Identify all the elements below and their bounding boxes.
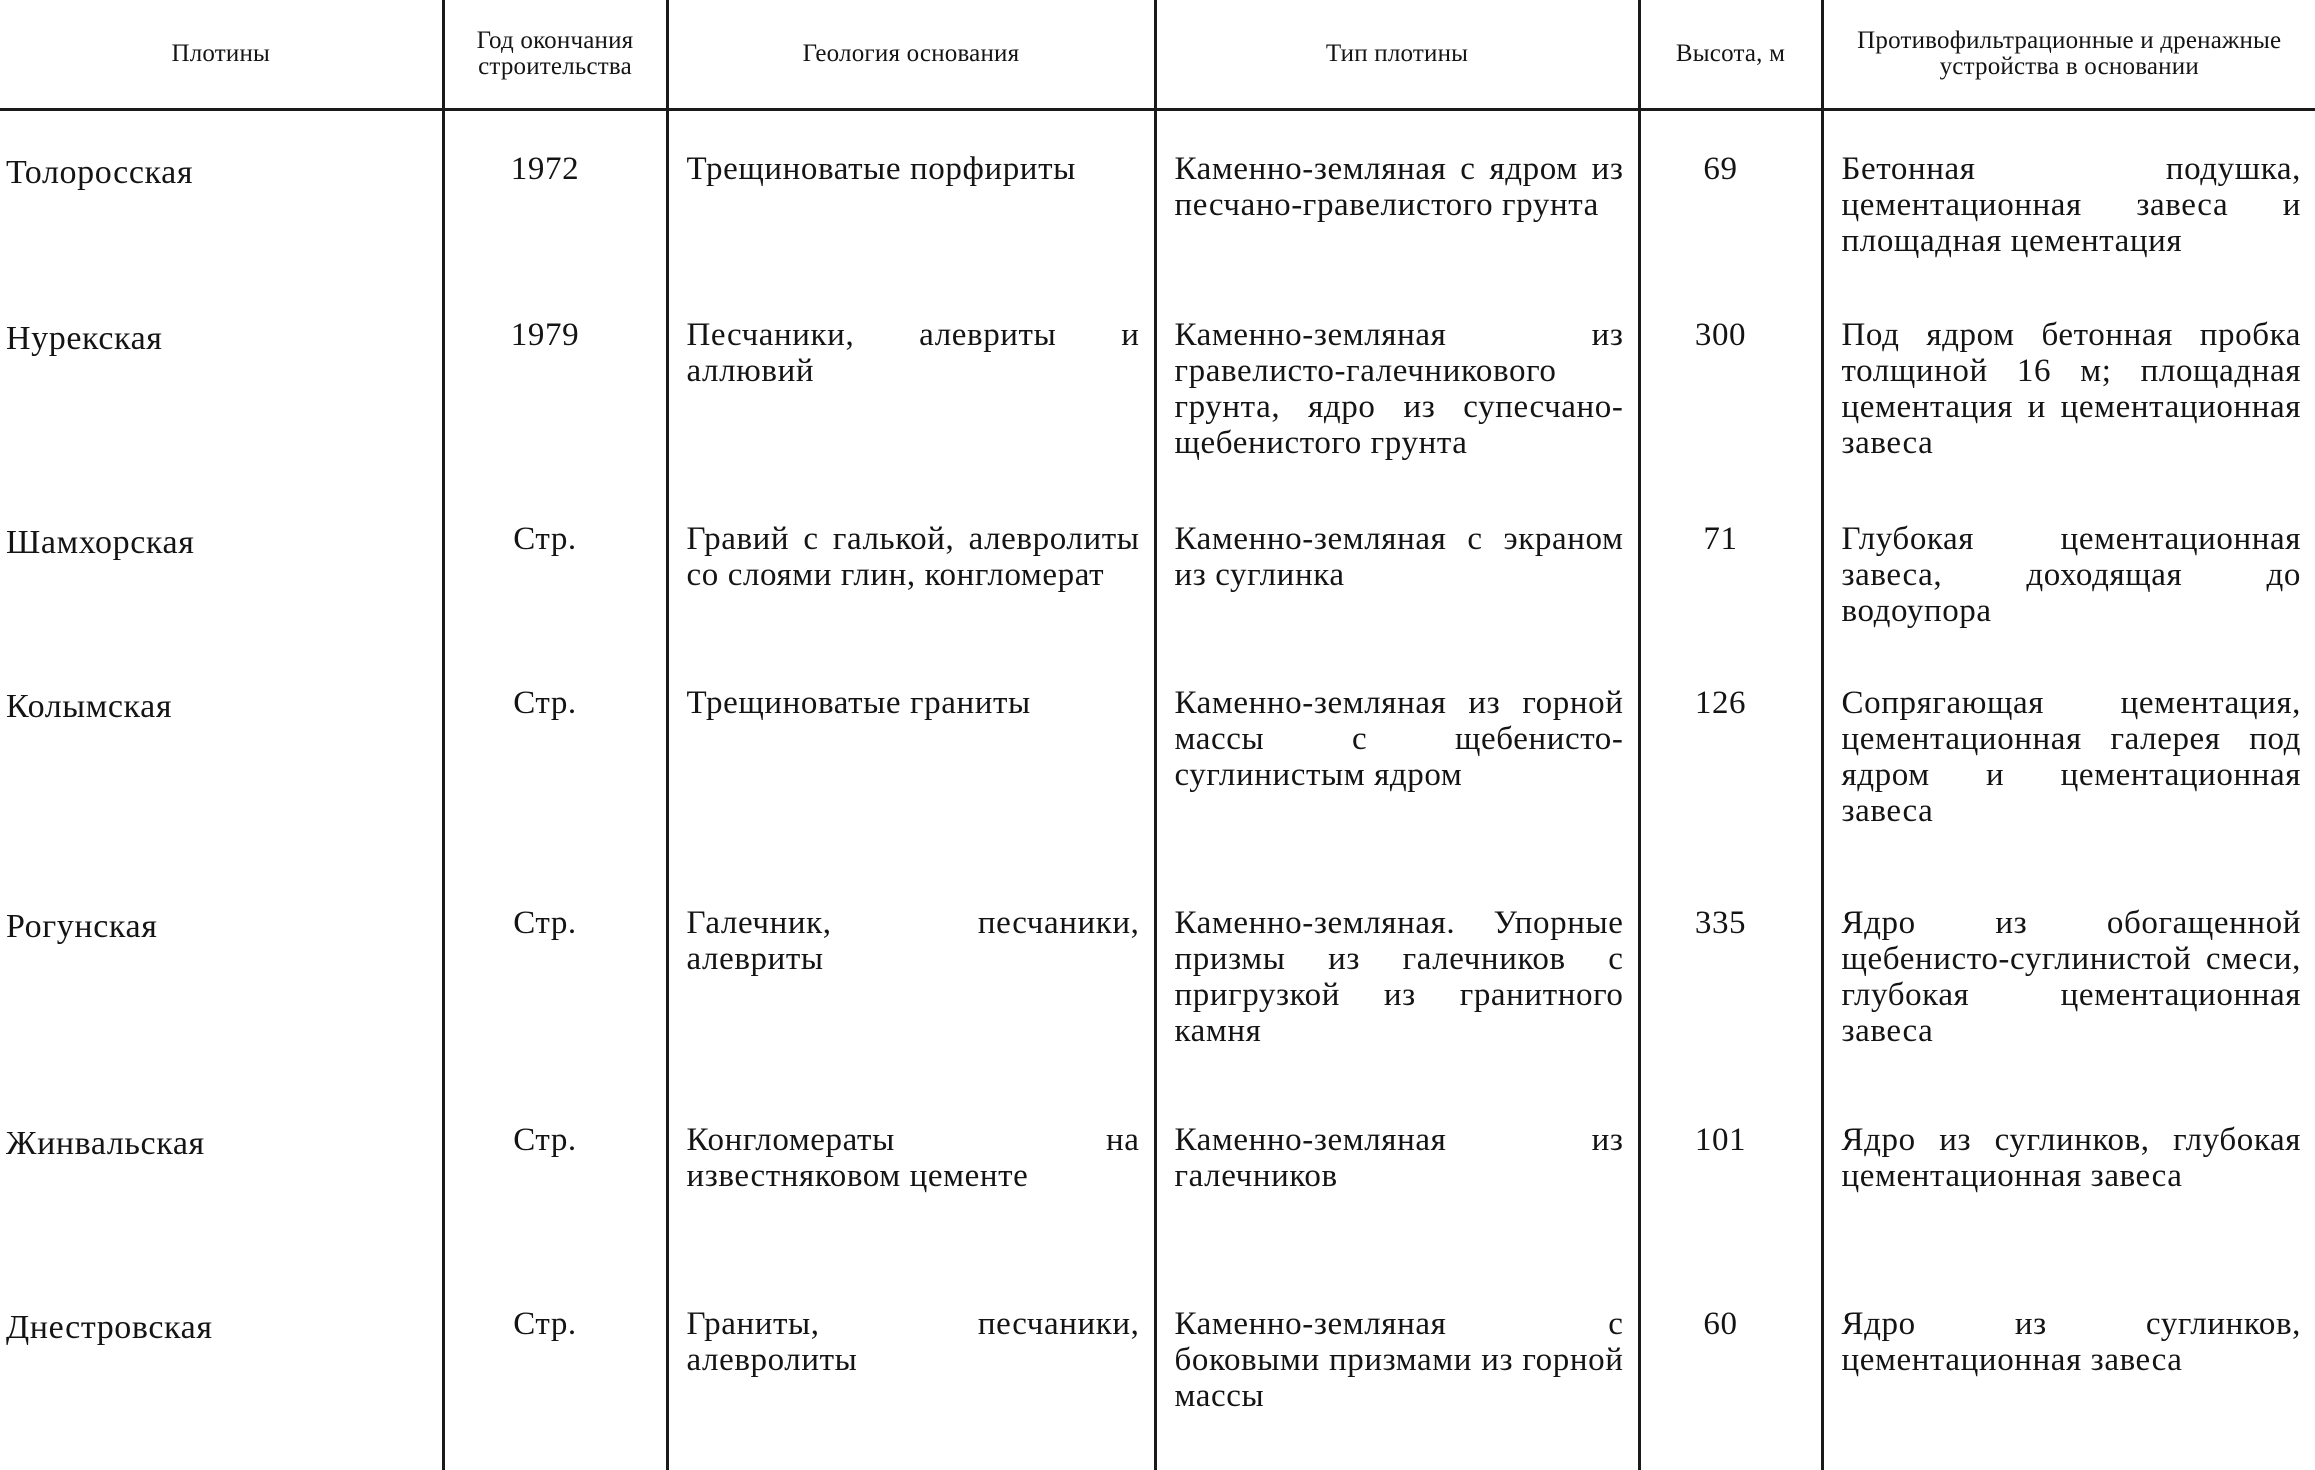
cell-year: 1972 (443, 110, 667, 278)
table-row (0, 1266, 2315, 1470)
cell-geology: Песчаники, алевриты и аллювий (667, 277, 1155, 481)
table-body (0, 110, 2315, 1470)
header-height: Высота, м (1639, 0, 1822, 110)
cell-devices: Под ядром бетонная пробка толщиной 16 м; площадная цементация и цементационная завеса (1822, 277, 2315, 481)
cell-year: Стр. (443, 1082, 667, 1266)
cell-year: 1979 (443, 277, 667, 481)
cell-dam: Рогунская (0, 865, 443, 1082)
header-geology: Геология основания (667, 0, 1155, 110)
cell-dam: Толоросская (0, 110, 443, 278)
cell-dam: Жинвальская (0, 1082, 443, 1266)
header-year: Год окончания строительства (443, 0, 667, 110)
header-dam: Плотины (0, 0, 443, 110)
cell-devices: Ядро из обогащенной щебенисто-суглинистой смеси, глубокая цементационная завеса (1822, 865, 2315, 1082)
cell-geology: Конгломераты на известняковом цементе (667, 1082, 1155, 1266)
header-type: Тип плотины (1155, 0, 1639, 110)
cell-type: Каменно-земляная из горной массы с щебенисто-суглинистым ядром (1155, 645, 1639, 865)
cell-geology: Галечник, песчаники, алевриты (667, 865, 1155, 1082)
table-row (0, 481, 2315, 645)
cell-geology: Гравий с галькой, алевролиты со слоями глин, конгломерат (667, 481, 1155, 645)
cell-devices: Глубокая цементационная завеса, доходящая до водоупора (1822, 481, 2315, 645)
cell-type: Каменно-земляная из гравелисто-галечникового грунта, ядро из супесчано-щебенистого грунта (1155, 277, 1639, 481)
table-row (0, 865, 2315, 1082)
cell-geology: Трещиноватые граниты (667, 645, 1155, 865)
cell-dam: Шамхорская (0, 481, 443, 645)
table-row (0, 645, 2315, 865)
cell-height: 60 (1639, 1266, 1822, 1470)
cell-height: 300 (1639, 277, 1822, 481)
cell-devices: Ядро из суглинков, глубокая цементационная завеса (1822, 1082, 2315, 1266)
cell-height: 101 (1639, 1082, 1822, 1266)
table-row (0, 1082, 2315, 1266)
cell-type: Каменно-земляная с боковыми призмами из горной массы (1155, 1266, 1639, 1470)
cell-year: Стр. (443, 481, 667, 645)
cell-dam: Нурекская (0, 277, 443, 481)
cell-geology: Трещиноватые порфириты (667, 110, 1155, 278)
cell-devices: Ядро из суглинков, цементационная завеса (1822, 1266, 2315, 1470)
cell-year: Стр. (443, 865, 667, 1082)
header-devices: Противофильтрационные и дренажные устройства в основании (1822, 0, 2315, 110)
cell-type: Каменно-земляная. Упорные призмы из галечников с пригрузкой из гранитного камня (1155, 865, 1639, 1082)
cell-type: Каменно-земляная с ядром из песчано-гравелистого грунта (1155, 110, 1639, 278)
cell-devices: Бетонная подушка, цементационная завеса и площадная цементация (1822, 110, 2315, 278)
cell-height: 71 (1639, 481, 1822, 645)
cell-devices: Сопрягающая цементация, цементационная галерея под ядром и цементационная завеса (1822, 645, 2315, 865)
cell-height: 126 (1639, 645, 1822, 865)
cell-dam: Днестровская (0, 1266, 443, 1470)
table-row (0, 277, 2315, 481)
table-header (0, 0, 2315, 110)
cell-height: 69 (1639, 110, 1822, 278)
table-row (0, 110, 2315, 278)
cell-geology: Граниты, песчаники, алевролиты (667, 1266, 1155, 1470)
cell-type: Каменно-земляная с экраном из суглинка (1155, 481, 1639, 645)
header-row (0, 0, 2315, 110)
cell-height: 335 (1639, 865, 1822, 1082)
cell-year: Стр. (443, 645, 667, 865)
cell-year: Стр. (443, 1266, 667, 1470)
cell-type: Каменно-земляная из галечников (1155, 1082, 1639, 1266)
cell-dam: Колымская (0, 645, 443, 865)
